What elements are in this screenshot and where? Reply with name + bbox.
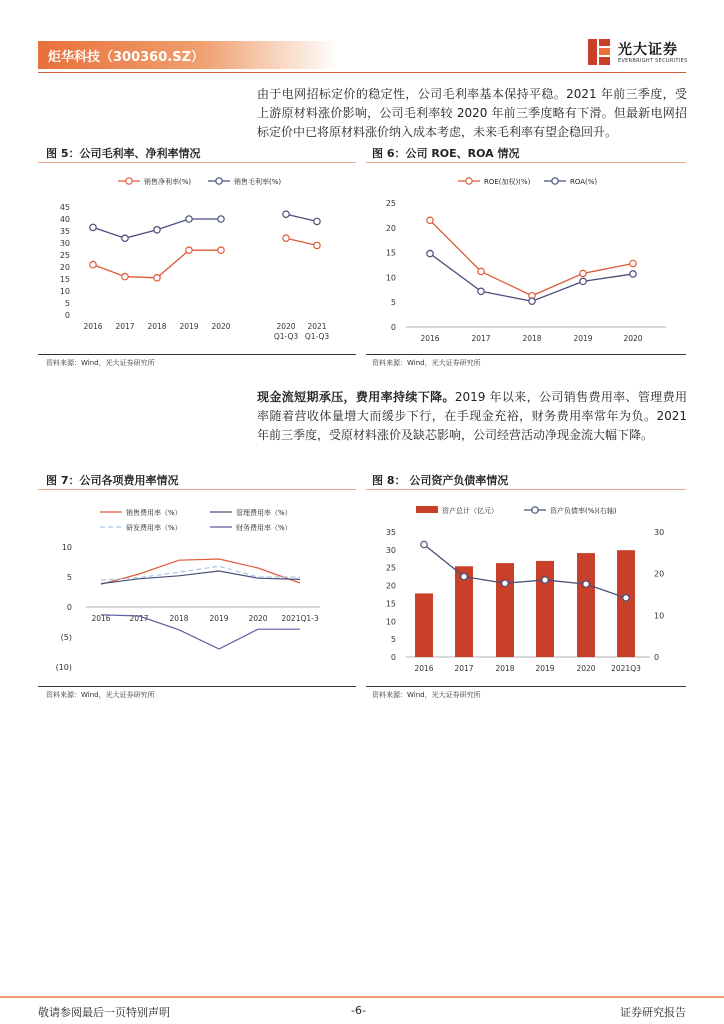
fig5-ytick: 15 xyxy=(59,275,70,284)
fig6-title: 图 6：公司 ROE、ROA 情况 xyxy=(372,147,520,160)
fig6-ytick: 20 xyxy=(385,223,396,233)
fig6-legend-roe-label: ROE(加权)(%) xyxy=(484,178,531,186)
fig6-point-0 xyxy=(427,217,433,223)
fig6-point-1 xyxy=(478,288,484,294)
fig5-xtick: 2017 xyxy=(115,322,135,331)
brand-logo xyxy=(588,39,688,69)
fig7-legend-rd-label: 研发费用率（%） xyxy=(126,524,182,532)
fig8-ytick: 5 xyxy=(390,635,396,645)
fig5-xtick: 2019 xyxy=(179,322,199,331)
fig8-debt-point xyxy=(623,595,629,601)
fig5-series-line-0 xyxy=(286,238,317,245)
fig8-y2tick: 10 xyxy=(654,611,665,621)
fig5-point-1 xyxy=(154,227,160,233)
fig8-ytick: 0 xyxy=(390,653,396,662)
fig7-ytick: 0 xyxy=(66,603,72,612)
fig6-point-1 xyxy=(580,278,586,284)
fig5-xtick: 2020 xyxy=(276,322,296,331)
fig5-xtick: 2018 xyxy=(147,322,167,331)
fig8-y2tick: 30 xyxy=(654,528,665,537)
fig8-xtick: 2019 xyxy=(535,664,555,673)
fig7-ytick: (5) xyxy=(60,633,72,642)
fig8-debt-point xyxy=(542,577,548,583)
fig7-legend-fin-label: 财务费用率（%） xyxy=(236,524,292,532)
fig8-legend-debt-label: 资产负债率(%)(右轴) xyxy=(550,507,617,515)
fig7-bottom-rule xyxy=(38,686,356,687)
fig5-ytick: 25 xyxy=(59,251,70,260)
fig8-debt-point xyxy=(421,541,427,547)
fig6-xtick: 2020 xyxy=(623,334,643,343)
fig8-debt-point xyxy=(502,580,508,586)
fig5-ytick: 0 xyxy=(64,311,70,320)
fig5-xtick: Q1-Q3 xyxy=(304,332,330,341)
fig6-ytick: 10 xyxy=(385,273,396,283)
fig6-chart xyxy=(366,165,686,350)
fig8-xtick: 2021Q3 xyxy=(611,664,641,673)
fig8-xtick: 2018 xyxy=(495,664,515,673)
fig5-source: 资料来源：Wind，光大证券研究所 xyxy=(46,359,155,367)
fig8-bar xyxy=(496,563,514,657)
fig5-bottom-rule xyxy=(38,354,356,355)
fig5-xtick: 2016 xyxy=(83,322,103,331)
fig8-ytick: 35 xyxy=(385,528,396,537)
fig5-ytick: 20 xyxy=(59,263,70,272)
header-divider xyxy=(38,72,686,73)
everbright-logo-icon xyxy=(588,39,610,65)
fig5-point-1 xyxy=(314,218,320,224)
fig8-bottom-rule xyxy=(366,686,686,687)
fig8-bar xyxy=(536,561,554,657)
fig8-debt-line xyxy=(424,545,626,598)
fig5-xtick: Q1-Q3 xyxy=(273,332,299,341)
report-header-band xyxy=(38,41,338,69)
fig5-point-1 xyxy=(122,235,128,241)
fig5-ytick: 40 xyxy=(59,215,70,224)
fig8-legend-debt-marker xyxy=(532,507,538,513)
fig8-ytick: 25 xyxy=(385,563,396,573)
fig7-xtick: 2018 xyxy=(169,614,189,623)
fig6-xtick: 2016 xyxy=(420,334,440,343)
logo-en-text: EVERBRIGHT SECURITIES xyxy=(618,58,688,64)
fig6-ytick: 0 xyxy=(390,323,396,332)
fig6-xtick: 2018 xyxy=(522,334,542,343)
fig8-legend-assets-swatch xyxy=(416,506,438,513)
fig8-xtick: 2017 xyxy=(454,664,474,673)
fig5-ytick: 35 xyxy=(59,227,70,236)
fig8-legend-assets-label: 资产总计（亿元） xyxy=(442,507,498,515)
fig6-bottom-rule xyxy=(366,354,686,355)
footer-disclaimer: 敬请参阅最后一页特别声明 xyxy=(38,1006,170,1019)
paragraph-cashflow-lead: 现金流短期承压，费用率持续下降。 xyxy=(257,390,455,404)
fig5-ytick: 10 xyxy=(59,287,70,296)
fig6-ytick: 5 xyxy=(390,298,396,308)
fig6-point-0 xyxy=(478,268,484,274)
fig5-ytick: 45 xyxy=(59,203,70,212)
fig7-legend-mgmt-label: 管理费用率（%） xyxy=(236,509,292,517)
fig5-point-1 xyxy=(186,216,192,222)
fig5-legend-net-label: 销售净利率(%) xyxy=(144,178,192,186)
fig6-point-1 xyxy=(427,250,433,256)
fig6-xtick: 2017 xyxy=(471,334,491,343)
fig8-source: 资料来源：Wind，光大证券研究所 xyxy=(372,691,481,699)
fig7-title: 图 7：公司各项费用率情况 xyxy=(46,474,179,487)
fig8-title: 图 8： 公司资产负债率情况 xyxy=(372,474,509,487)
fig7-xtick: 2017 xyxy=(129,614,149,623)
paragraph-cashflow-body: 2019 年以来，公司销售费用率、管理费用率随着营收体量增大而缓步下行，在手现金充裕，财务费用率常年为负。2021 年前三季度，受原材料涨价及缺芯影响，公司经营活动净现金流大幅下降。 xyxy=(257,390,687,442)
fig7-xtick: 2016 xyxy=(91,614,111,623)
fig7-ytick: 10 xyxy=(61,543,72,552)
fig7-ytick: 5 xyxy=(66,573,72,582)
logo-cn-text: 光大证券 xyxy=(618,42,678,58)
fig7-source: 资料来源：Wind，光大证券研究所 xyxy=(46,691,155,699)
fig5-ytick: 5 xyxy=(64,299,70,308)
fig6-source: 资料来源：Wind，光大证券研究所 xyxy=(372,359,481,367)
fig8-debt-point xyxy=(461,573,467,579)
fig5-chart xyxy=(38,165,356,350)
fig5-point-0 xyxy=(218,247,224,253)
fig6-top-rule xyxy=(366,162,686,163)
fig8-ytick: 10 xyxy=(385,617,396,627)
fig5-legend-gross-marker xyxy=(216,178,222,184)
fig5-point-0 xyxy=(283,235,289,241)
fig6-series-line-0 xyxy=(430,220,633,295)
fig7-xtick: 2020 xyxy=(248,614,268,623)
fig8-top-rule xyxy=(366,489,686,490)
paragraph-cashflow xyxy=(257,388,687,445)
fig8-ytick: 15 xyxy=(385,599,396,609)
fig5-ytick: 30 xyxy=(59,239,70,248)
fig6-point-1 xyxy=(529,298,535,304)
fig7-top-rule xyxy=(38,489,356,490)
fig5-series-line-1 xyxy=(286,214,317,221)
fig8-xtick: 2016 xyxy=(414,664,434,673)
fig5-point-0 xyxy=(186,247,192,253)
fig5-point-1 xyxy=(218,216,224,222)
fig6-point-1 xyxy=(630,271,636,277)
fig5-title: 图 5：公司毛利率、净利率情况 xyxy=(46,147,201,160)
fig5-legend-net-marker xyxy=(126,178,132,184)
fig7-chart xyxy=(38,492,356,682)
fig5-point-0 xyxy=(314,242,320,248)
fig6-legend-roa-marker xyxy=(552,178,558,184)
paragraph-gross-margin: 由于电网招标定价的稳定性，公司毛利率基本保持平稳。2021 年前三季度，受上游原材料涨价影响，公司毛利率较 2020 年前三季度略有下滑。但最新电网招标定价中已将原材料涨价纳入成本考虑，未来毛利率有望企稳回升。 xyxy=(257,87,687,139)
fig7-ytick: (10) xyxy=(55,663,72,672)
fig8-xtick: 2020 xyxy=(576,664,596,673)
fig5-top-rule xyxy=(38,162,356,163)
fig5-point-0 xyxy=(154,275,160,281)
fig8-ytick: 30 xyxy=(385,545,396,555)
footer-report-type: 证券研究报告 xyxy=(620,1006,686,1019)
fig7-xtick: 2021Q1-3 xyxy=(281,614,319,623)
fig5-legend-gross-label: 销售毛利率(%) xyxy=(234,178,282,186)
company-ticker: 炬华科技（300360.SZ） xyxy=(48,50,205,65)
fig8-bar xyxy=(577,553,595,657)
fig6-xtick: 2019 xyxy=(573,334,593,343)
fig5-xtick: 2021 xyxy=(307,322,327,331)
fig8-chart xyxy=(366,492,686,682)
fig6-point-0 xyxy=(580,270,586,276)
fig5-point-0 xyxy=(122,273,128,279)
fig8-y2tick: 0 xyxy=(654,653,660,662)
fig5-point-1 xyxy=(283,211,289,217)
fig8-bar xyxy=(415,593,433,657)
fig8-debt-point xyxy=(583,581,589,587)
fig6-ytick: 15 xyxy=(385,248,396,258)
fig5-point-0 xyxy=(90,261,96,267)
fig7-legend-sales-label: 销售费用率（%） xyxy=(126,509,182,517)
fig6-ytick: 25 xyxy=(385,199,396,208)
fig8-bar xyxy=(617,550,635,657)
footer-divider xyxy=(0,996,724,998)
fig8-y2tick: 20 xyxy=(654,569,665,579)
fig5-series-line-0 xyxy=(93,250,221,278)
page-number: -6- xyxy=(351,1004,366,1017)
fig5-xtick: 2020 xyxy=(211,322,231,331)
fig8-ytick: 20 xyxy=(385,581,396,591)
fig6-legend-roa-label: ROA(%) xyxy=(570,178,598,186)
fig5-point-1 xyxy=(90,224,96,230)
fig7-xtick: 2019 xyxy=(209,614,229,623)
fig6-legend-roe-marker xyxy=(466,178,472,184)
fig6-point-0 xyxy=(630,260,636,266)
